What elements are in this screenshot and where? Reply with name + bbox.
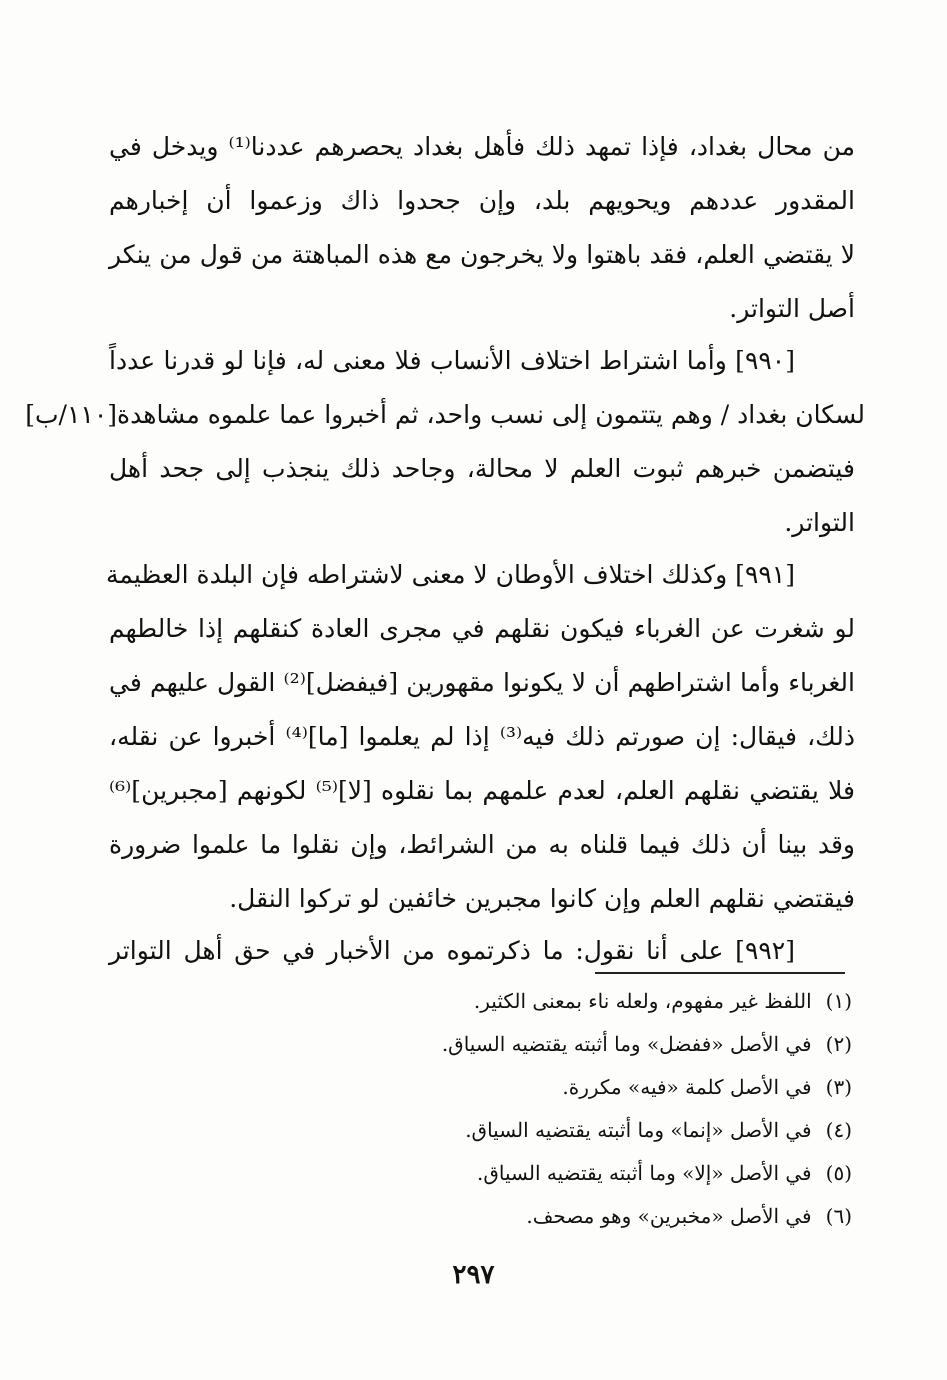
footnote-text: في الأصل «مخبرين» وهو مصحف. <box>526 1204 812 1228</box>
text-line: لو شغرت عن الغرباء فيكون نقلهم في مجرى العادة كنقلهم إذا خالطهم <box>109 614 855 643</box>
footnote-number: (٢) <box>825 1032 852 1056</box>
text-line: فلا يقتضي نقلهم العلم، لعدم علمهم بما نقلوه [لا]⁽⁵⁾ لكونهم [مجبرين]⁽⁶⁾ <box>109 776 855 805</box>
footnote-number: (١) <box>825 989 852 1013</box>
text-line: التواتر. <box>784 508 855 537</box>
footnote <box>252 1109 852 1151</box>
paragraph-991-start: [٩٩١] وكذلك اختلاف الأوطان لا معنى لاشتراطه فإن البلدة العظيمة <box>106 560 795 589</box>
footnote <box>252 1195 852 1237</box>
paragraph-992-start: [٩٩٢] على أنا نقول: ما ذكرتموه من الأخبار في حق أهل التواتر <box>109 936 795 965</box>
text-line: أصل التواتر. <box>729 294 855 323</box>
footnote-number: (٥) <box>825 1161 852 1185</box>
footnote-text: في الأصل «ففضل» وما أثبته يقتضيه السياق. <box>441 1032 812 1056</box>
text-line: فيقتضي نقلهم العلم وإن كانوا مجبرين خائفين لو تركوا النقل. <box>229 884 855 913</box>
text-line: وقد بينا أن ذلك فيما قلناه به من الشرائط، وإن نقلوا ما علموا ضرورة <box>109 830 855 859</box>
footnote-text: اللفظ غير مفهوم، ولعله ناء بمعنى الكثير. <box>473 989 812 1013</box>
footnote-number: (٣) <box>825 1075 852 1099</box>
footnote-number: (٦) <box>825 1204 852 1228</box>
text-line: ذلك، فيقال: إن صورتم ذلك فيه⁽³⁾ إذا لم يعلموا [ما]⁽⁴⁾ أخبروا عن نقله، <box>109 722 855 751</box>
page-number: ٢٩٧ <box>452 1260 495 1290</box>
footnote-text: في الأصل كلمة «فيه» مكررة. <box>562 1075 812 1099</box>
text-line: لسكان بغداد / وهم يتتمون إلى نسب واحد، ثم أخبروا عما علموه مشاهدة[١١٠/ب] <box>25 400 865 429</box>
footnote <box>252 1066 852 1108</box>
text-line: المقدور عددهم ويحويهم بلد، وإن جحدوا ذاك وزعموا أن إخبارهم <box>109 186 855 215</box>
footnote <box>252 1152 852 1194</box>
footnote-number: (٤) <box>825 1118 852 1142</box>
footnote <box>252 1023 852 1065</box>
text-line: من محال بغداد، فإذا تمهد ذلك فأهل بغداد يحصرهم عددنا⁽¹⁾ ويدخل في <box>109 132 855 161</box>
text-line: فيتضمن خبرهم ثبوت العلم لا محالة، وجاحد ذلك ينجذب إلى جحد أهل <box>109 454 855 483</box>
paragraph-990-start: [٩٩٠] وأما اشتراط اختلاف الأنساب فلا معنى له، فإنا لو قدرنا عدداً <box>109 346 795 375</box>
footnote-text: في الأصل «إلا» وما أثبته يقتضيه السياق. <box>477 1161 812 1185</box>
text-line: الغرباء وأما اشتراطهم أن لا يكونوا مقهورين [فيفضل]⁽²⁾ القول عليهم في <box>109 668 855 697</box>
footnote <box>252 980 852 1022</box>
footnote-divider <box>595 972 845 974</box>
text-line: لا يقتضي العلم، فقد باهتوا ولا يخرجون مع هذه المباهتة من قول من ينكر <box>109 240 855 269</box>
footnote-text: في الأصل «إنما» وما أثبته يقتضيه السياق. <box>465 1118 812 1142</box>
